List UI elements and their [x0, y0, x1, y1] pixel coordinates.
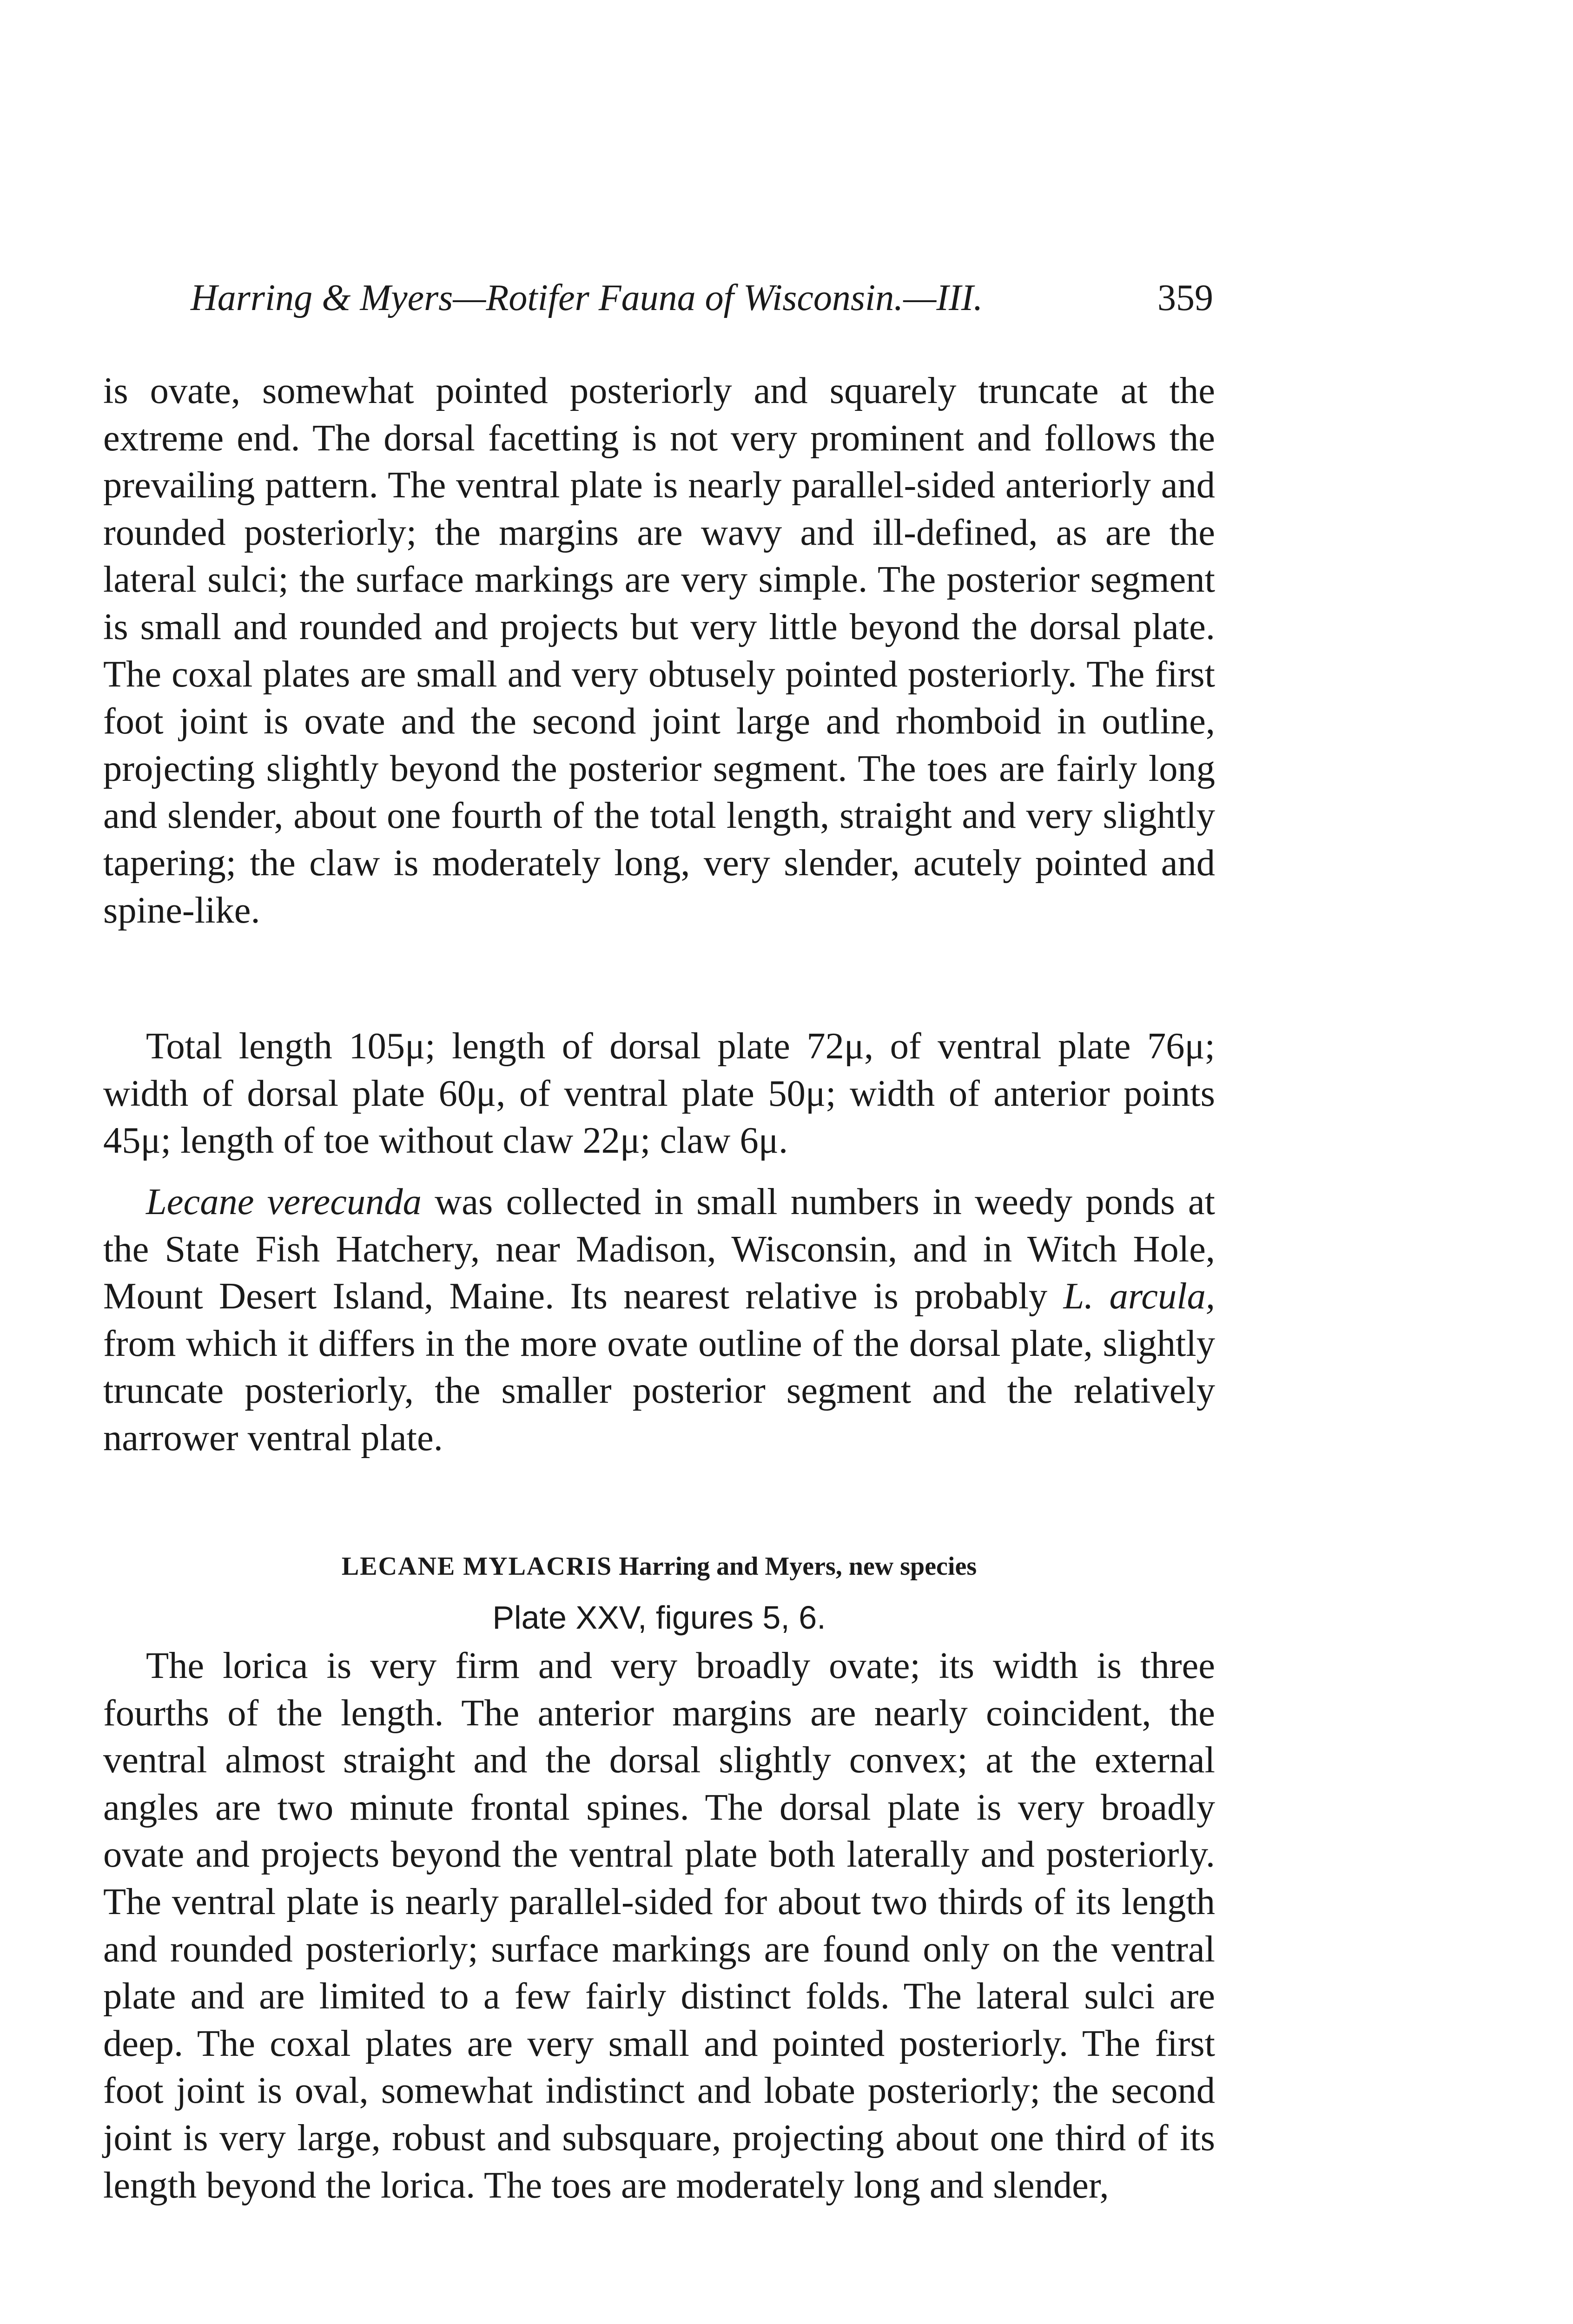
paragraph-measurements: Total length 105μ; length of dorsal plate 72μ, of ventral plate 76μ; width of dorsal plate 60μ, of ventral plate 50μ; width of anterior points 45μ; length of toe without claw 22μ; claw 6μ. — [103, 1025, 1215, 1162]
species-heading-name: LECANE MYLACRIS — [341, 1552, 613, 1581]
paragraph-lorica-description: is ovate, somewhat pointed posteriorly and squarely truncate at the extreme end. The dorsal facetting is not very prominent and follows the prevailing pattern. The ventral plate is nearly parallel-sided anteriorly and rounded posteriorly; the margins are wavy and ill-defined, as are the lateral sulci; the surface markings are very simple. The posterior segment is small and rounded and projects but very little beyond the dorsal plate. The coxal plates are small and very obtusely pointed posteriorly. The first foot joint is ovate and the second joint large and rhomboid in outline, projecting slightly beyond the posterior segment. The toes are fairly long and slender, about one fourth of the total length, straight and very slightly tapering; the claw is moderately long, very slender, acutely pointed and spine-like. — [103, 370, 1215, 931]
species-heading — [103, 1548, 1215, 1585]
running-title: Harring & Myers—Rotifer Fauna of Wisconsin.—III. — [191, 277, 983, 318]
distribution-text-a: was collected in small numbers in weedy ponds at the State Fish Hatchery, near Madison, Wisconsin, and in Witch Hole, Mount Desert Island, Maine. Its nearest relative is probably — [103, 1181, 1215, 1317]
species-name-italic: Lecane verecunda — [146, 1181, 422, 1222]
species-heading-authority: Harring and Myers, new species — [619, 1552, 977, 1581]
relative-species-italic: L. arcula, — [1063, 1275, 1215, 1317]
paragraph-mylacris-description: The lorica is very firm and very broadly ovate; its width is three fourths of the length. The anterior margins are nearly coincident, the ventral almost straight and the dorsal slightly convex; at the external angles are two minute frontal spines. The dorsal plate is very broadly ovate and projects beyond the ventral plate both laterally and posteriorly. The ventral plate is nearly parallel-sided for about two thirds of its length and rounded posteriorly; surface markings are found only on the ventral plate and are limited to a few fairly distinct folds. The lateral sulci are deep. The coxal plates are very small and pointed posteriorly. The first foot joint is oval, somewhat indistinct and lobate posteriorly; the second joint is very large, robust and subsquare, projecting about one third of its length beyond the lorica. The toes are moderately long and slender, — [103, 1645, 1215, 2206]
distribution-text-b: from which it differs in the more ovate outline of the dorsal plate, slightly truncate posteriorly, the smaller posterior segment and the relatively narrower ventral plate. — [103, 1322, 1215, 1459]
running-head — [148, 272, 1213, 324]
page-number: 359 — [1157, 277, 1213, 318]
plate-reference: Plate XXV, figures 5, 6. — [492, 1599, 826, 1636]
paragraph-distribution — [103, 1178, 1215, 1462]
